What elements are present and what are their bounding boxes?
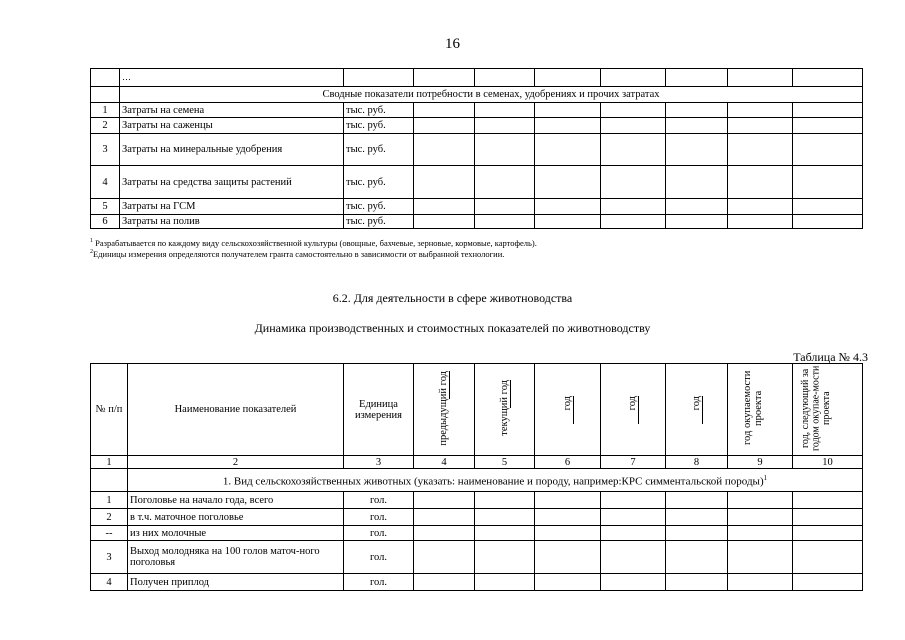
table-row: [91, 69, 863, 87]
row-unit: тыс. руб.: [344, 118, 414, 134]
page-number: 16: [445, 36, 460, 52]
row-name: в т.ч. маточное поголовье: [128, 509, 344, 526]
row-number: 1: [91, 492, 128, 509]
column-number-row: [91, 456, 863, 469]
footnote-mark: 1: [90, 238, 93, 244]
ellipsis-cell: …: [120, 69, 344, 87]
row-unit: гол.: [344, 509, 414, 526]
column-number: 8: [666, 456, 728, 469]
table-row: [91, 199, 863, 215]
inputs-summary-table: [90, 68, 863, 229]
header-num: № п/п: [91, 364, 128, 456]
row-name: Поголовье на начало года, всего: [128, 492, 344, 509]
header-year-8: год: [690, 395, 702, 410]
column-number: 10: [793, 456, 863, 469]
header-name: Наименование показателей: [128, 364, 344, 456]
row-unit: гол.: [344, 574, 414, 591]
header-year-6: год: [561, 395, 573, 410]
row-number: 4: [91, 166, 120, 199]
table-row: [91, 87, 863, 103]
column-number: 3: [344, 456, 414, 469]
table-row: [91, 166, 863, 199]
row-number: 2: [91, 118, 120, 134]
row-name: Получен приплод: [128, 574, 344, 591]
column-number: 9: [728, 456, 793, 469]
row-number: 6: [91, 215, 120, 229]
column-number: 2: [128, 456, 344, 469]
table-row: [91, 541, 863, 574]
row-unit: тыс. руб.: [344, 134, 414, 166]
table-row: [91, 103, 863, 118]
header-prev-year: предыдущий год: [438, 370, 449, 446]
row-number: 3: [91, 541, 128, 574]
row-unit: тыс. руб.: [344, 199, 414, 215]
group-title-row: [91, 469, 863, 492]
row-name: из них молочные: [128, 526, 344, 541]
section-header-cell: Сводные показатели потребности в семенах, удобрениях и прочих затратах: [120, 87, 863, 103]
row-number: 2: [91, 509, 128, 526]
column-number: 6: [535, 456, 601, 469]
row-name: Затраты на средства защиты растений: [120, 166, 344, 199]
header-post-payback-year: год, следующий за годом окупае-мости проекта: [799, 365, 832, 451]
column-number: 1: [91, 456, 128, 469]
row-number: --: [91, 526, 128, 541]
row-name: Затраты на семена: [120, 103, 344, 118]
group-title: [128, 469, 863, 492]
table-row: [91, 215, 863, 229]
group-title-text: 1. Вид сельскохозяйственных животных (указать: наименование и породу, например:КРС симментальской породы): [222, 475, 764, 488]
row-unit: тыс. руб.: [344, 103, 414, 118]
section-title: 6.2. Для деятельности в сфере животноводства: [332, 291, 573, 305]
row-name: Затраты на саженцы: [120, 118, 344, 134]
row-number: 5: [91, 199, 120, 215]
row-name: Затраты на ГСМ: [120, 199, 344, 215]
livestock-dynamics-table: [90, 363, 863, 591]
row-number: 1: [91, 103, 120, 118]
header-unit: Единица измерения: [344, 364, 414, 456]
footnote-text: Единицы измерения определяются получателем гранта самостоятельно в зависимости от выбранной технологии.: [93, 248, 505, 259]
row-name: Выход молодняка на 100 голов маточ-ного поголовья: [128, 541, 344, 574]
row-number: 3: [91, 134, 120, 166]
table-row: [91, 509, 863, 526]
table-row: [91, 526, 863, 541]
column-number: 5: [475, 456, 535, 469]
row-unit: гол.: [344, 492, 414, 509]
footnote-mark: 2: [90, 249, 93, 255]
footnote-mark: 1: [763, 473, 768, 482]
footnote-2: [90, 247, 504, 259]
row-unit: тыс. руб.: [344, 215, 414, 229]
column-number: 4: [414, 456, 475, 469]
table-row: [91, 574, 863, 591]
header-row: [91, 364, 863, 456]
table-row: [91, 134, 863, 166]
row-unit: тыс. руб.: [344, 166, 414, 199]
row-number: 4: [91, 574, 128, 591]
header-year-7: год: [627, 395, 638, 410]
header-payback-year: год окупаемости проекта: [742, 370, 764, 446]
column-number: 7: [601, 456, 666, 469]
row-name: Затраты на полив: [120, 215, 344, 229]
table-caption: Динамика производственных и стоимостных показателей по животноводству: [254, 321, 651, 335]
header-current-year: текущий год: [498, 380, 510, 436]
table-label: Таблица № 4.3: [793, 350, 868, 364]
footnote-text: Разрабатывается по каждому виду сельскохозяйственной культуры (овощные, бахчевые, зерновые, кормовые, картофель).: [95, 237, 537, 248]
row-unit: гол.: [344, 541, 414, 574]
row-unit: гол.: [344, 526, 414, 541]
table-row: [91, 492, 863, 509]
table-row: [91, 118, 863, 134]
row-name: Затраты на минеральные удобрения: [120, 134, 344, 166]
